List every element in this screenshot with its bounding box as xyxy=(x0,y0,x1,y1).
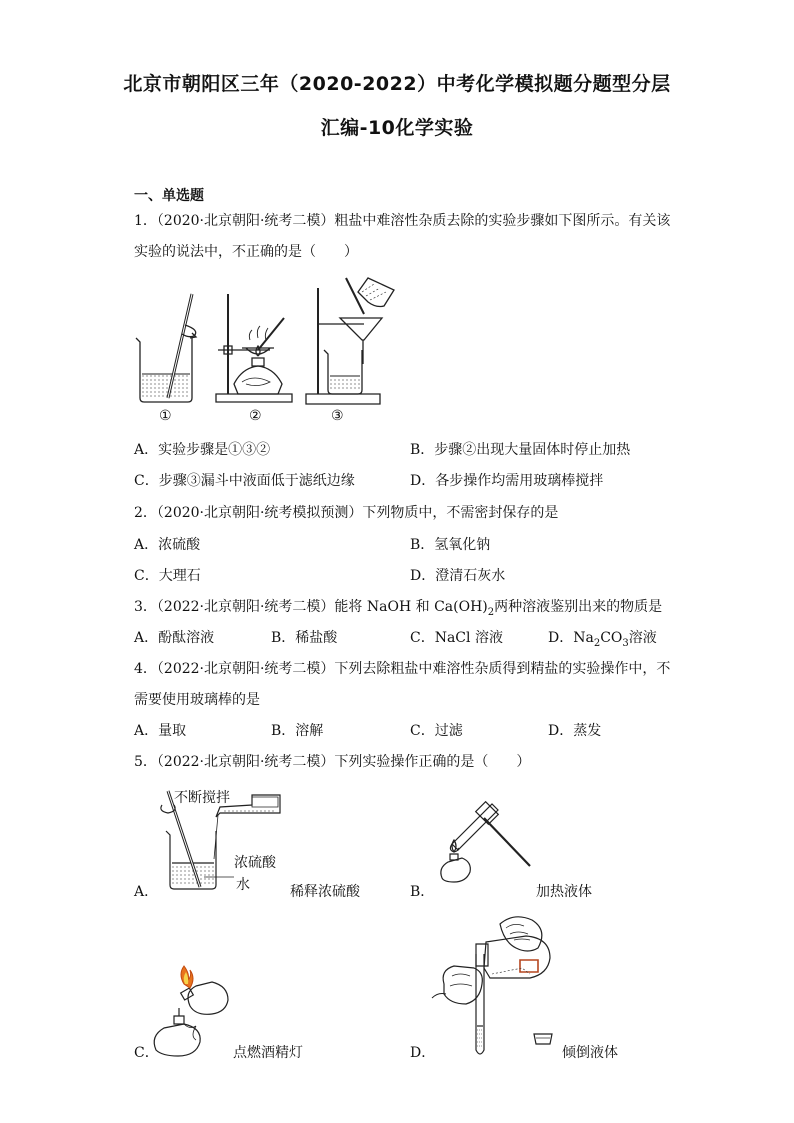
q1-experiment-figure xyxy=(130,270,410,430)
q1-stem-line2: 实验的说法中，不正确的是（ ） xyxy=(134,244,358,260)
q4-option-b[interactable]: B．溶解 xyxy=(271,723,324,739)
q4-stem-line2: 需要使用玻璃棒的是 xyxy=(134,692,260,708)
q1-fig-label-3: ③ xyxy=(331,408,344,424)
q3-option-c[interactable]: C．NaCl 溶液 xyxy=(410,630,503,646)
q3-option-d-sub1: 2 xyxy=(593,637,601,649)
q5-option-b-caption: 加热液体 xyxy=(536,884,592,900)
document-title-line2: 汇编-10化学实验 xyxy=(320,117,474,139)
q5-option-d-figure xyxy=(430,908,560,1068)
q2-option-a[interactable]: A．浓硫酸 xyxy=(134,537,201,553)
q5-a-acid-label: 浓硫酸 xyxy=(234,855,276,871)
q1-stem-line1: 1．（2020·北京朝阳·统考二模）粗盐中难溶性杂质去除的实验步骤如下图所示。有关该 xyxy=(134,213,671,229)
q4-option-c[interactable]: C．过滤 xyxy=(410,723,463,739)
q1-option-c[interactable]: C．步骤③漏斗中液面低于滤纸边缘 xyxy=(134,473,355,489)
q5-stem: 5．（2022·北京朝阳·统考二模）下列实验操作正确的是（ ） xyxy=(134,754,531,770)
q3-option-d-tail: 溶液 xyxy=(628,630,657,646)
document-title-line1: 北京市朝阳区三年（2020-2022）中考化学模拟题分题型分层 xyxy=(123,73,671,95)
q3-option-d[interactable] xyxy=(548,628,657,654)
q3-option-a[interactable]: A．酚酞溶液 xyxy=(134,630,215,646)
q5-option-a-caption: 稀释浓硫酸 xyxy=(290,884,360,900)
q2-option-d[interactable]: D．澄清石灰水 xyxy=(410,568,506,584)
q2-option-b[interactable]: B．氢氧化钠 xyxy=(410,537,491,553)
q3-stem xyxy=(134,597,662,623)
q5-option-d-letter[interactable]: D． xyxy=(410,1045,436,1061)
q1-option-b[interactable]: B．步骤②出现大量固体时停止加热 xyxy=(410,442,631,458)
q3-option-d-mid: CO xyxy=(600,630,623,646)
q5-option-b-figure xyxy=(434,800,544,890)
q1-fig-label-2: ② xyxy=(249,408,262,424)
q2-option-c[interactable]: C．大理石 xyxy=(134,568,201,584)
q5-a-water-label: 水 xyxy=(236,877,250,893)
q5-option-c-letter[interactable]: C． xyxy=(134,1045,159,1061)
q3-option-b[interactable]: B．稀盐酸 xyxy=(271,630,338,646)
q3-option-d-sub2: 3 xyxy=(622,637,629,649)
q4-option-d[interactable]: D．蒸发 xyxy=(548,723,602,739)
q2-stem: 2．（2020·北京朝阳·统考模拟预测）下列物质中，不需密封保存的是 xyxy=(134,505,559,521)
q5-option-d-caption: 倾倒液体 xyxy=(562,1045,618,1061)
q4-option-a[interactable]: A．量取 xyxy=(134,723,187,739)
q3-option-d-text: D．Na xyxy=(548,630,594,646)
q3-subscript: 2 xyxy=(487,606,495,618)
q3-stem-text: 3．（2022·北京朝阳·统考二模）能将 NaOH 和 Ca(OH) xyxy=(134,599,488,615)
q1-option-d[interactable]: D．各步操作均需用玻璃棒搅拌 xyxy=(410,473,604,489)
q3-stem-tail: 两种溶液鉴别出来的物质是 xyxy=(494,599,663,615)
q5-option-c-figure xyxy=(150,966,240,1060)
q4-stem-line1: 4．（2022·北京朝阳·统考二模）下列去除粗盐中难溶性杂质得到精盐的实验操作中，不 xyxy=(134,661,671,677)
q5-option-a-letter[interactable]: A． xyxy=(134,884,159,900)
q5-option-c-caption: 点燃酒精灯 xyxy=(233,1045,303,1061)
q1-option-a[interactable]: A．实验步骤是①③② xyxy=(134,442,271,458)
section-heading: 一、单选题 xyxy=(134,188,204,204)
q5-option-b-letter[interactable]: B． xyxy=(410,884,435,900)
q5-a-stir-label: 不断搅拌 xyxy=(174,790,230,806)
q1-fig-label-1: ① xyxy=(159,408,172,424)
